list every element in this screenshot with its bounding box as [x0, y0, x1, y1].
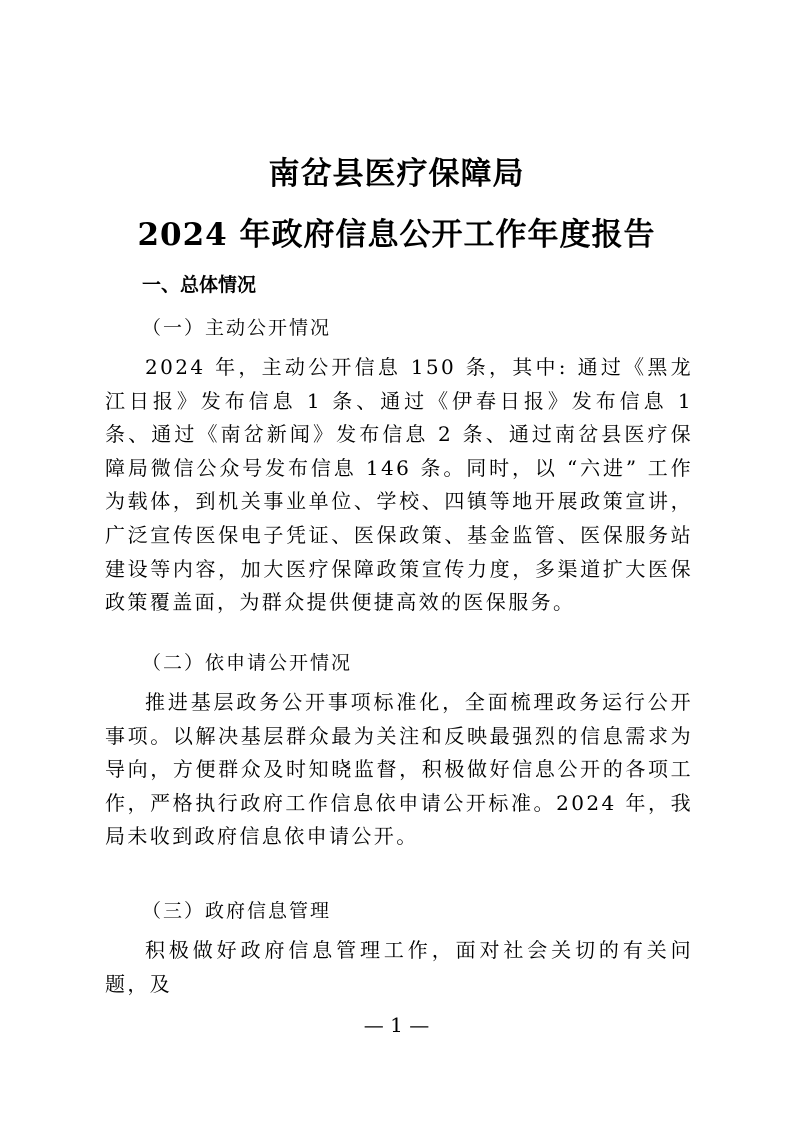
- paragraph-application-disclosure: 推进基层政务公开事项标准化，全面梳理政务运行公开事项。以解决基层群众最为关注和反映最强烈的信息需求为导向，方便群众及时知晓监督，积极做好信息公开的各项工作，严格执行政府工作信息依申请公开标准。2024 年，我局未收到政府信息依申请公开。: [105, 690, 693, 849]
- page-number: — 1 —: [363, 1013, 430, 1037]
- subsection-heading-proactive-disclosure: （一）主动公开情况: [142, 317, 332, 339]
- subsection-heading-application-disclosure: （二）依申请公开情况: [142, 652, 353, 674]
- paragraph-information-management: 积极做好政府信息管理工作，面对社会关切的有关问题，及: [105, 938, 693, 996]
- document-title-line-2: 2024 年政府信息公开工作年度报告: [137, 217, 656, 253]
- subsection-heading-information-management: （三）政府信息管理: [142, 900, 332, 922]
- paragraph-proactive-disclosure: 2024 年，主动公开信息 150 条，其中: 通过《黑龙江日报》发布信息 1 条、通过《伊春日报》发布信息 1 条、通过《南岔新闻》发布信息 2 条、通过南岔县医疗保障局微信公众号发布信息 146 条。同时，以 “六进” 工作为载体，到机关事业单位、学校、四镇等地开展政策宣讲，广泛宣传医保电子凭证、医保政策、基金监管、医保服务站建设等内容，加大医疗保障政策宣传力度，多渠道扩大医保政策覆盖面，为群众提供便捷高效的医保服务。: [105, 355, 693, 615]
- document-title-line-1: 南岔县医疗保障局: [268, 156, 525, 192]
- section-heading-overview: 一、总体情况: [142, 274, 257, 296]
